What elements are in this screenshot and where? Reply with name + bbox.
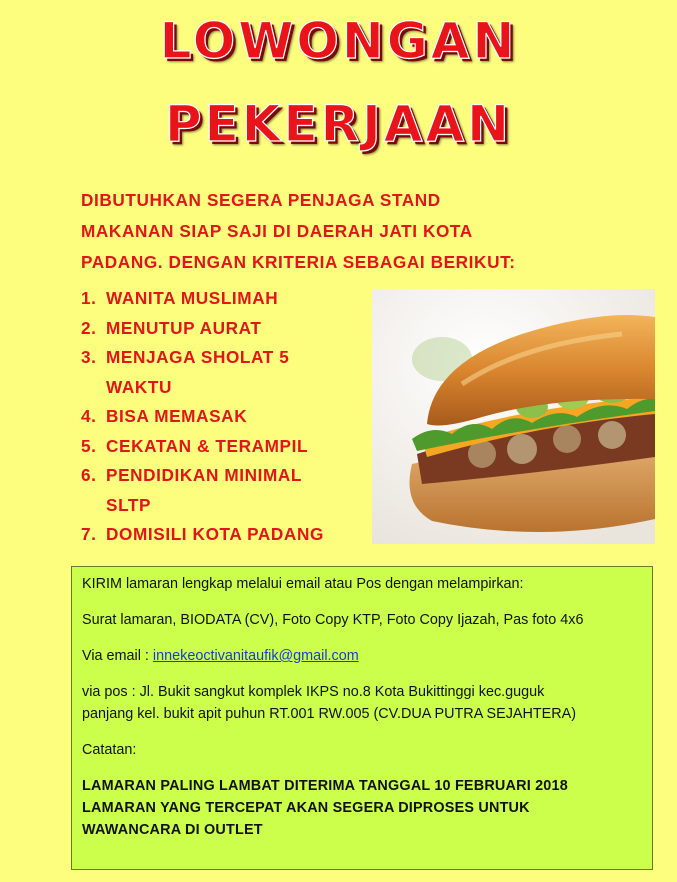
info-post-address: via pos : Jl. Bukit sangkut komplek IKPS no.8 Kota Bukittinggi kec.guguk [82,684,545,700]
criteria-item [81,314,381,344]
criteria-text: MENUTUP AURAT [106,317,262,338]
email-label: Via email : [82,648,153,664]
note-deadline: LAMARAN PALING LAMBAT DITERIMA TANGGAL 10 FEBRUARI 2018 [82,778,568,794]
intro-line: DIBUTUHKAN SEGERA PENJAGA STAND [81,190,441,210]
criteria-number: 1. [81,288,97,308]
criteria-item [81,432,381,462]
intro-line: PADANG. DENGAN KRITERIA SEBAGAI BERIKUT: [81,252,516,272]
criteria-text: DOMISILI KOTA PADANG [106,524,324,544]
criteria-number: 3. [81,347,97,367]
criteria-text: PENDIDIKAN MINIMAL SLTP [106,465,302,515]
criteria-item [81,284,381,314]
criteria-item [81,402,381,432]
sandwich-icon [372,289,655,544]
criteria-number: 6. [81,465,97,485]
info-instruction: KIRIM lamaran lengkap melalui email atau Pos dengan melampirkan: [82,576,524,592]
email-link[interactable]: innekeoctivanitaufik@gmail.com [152,648,359,664]
criteria-item [81,461,381,520]
criteria-number: 4. [81,406,97,426]
intro-line: MAKANAN SIAP SAJI DI DAERAH JATI KOTA [81,221,473,241]
criteria-number: 2. [81,317,97,338]
title-line-2: PEKERJAAN [164,95,513,153]
criteria-text: BISA MEMASAK [106,406,248,426]
title-line-1: LOWONGAN [159,12,518,70]
criteria-text: CEKATAN & TERAMPIL [106,435,309,456]
criteria-item [81,343,381,402]
sandwich-photo [372,289,655,544]
criteria-number: 5. [81,435,97,456]
criteria-text: MENJAGA SHOLAT 5 WAKTU [106,347,290,397]
application-info-box [71,566,653,870]
criteria-text: WANITA MUSLIMAH [106,288,279,308]
info-post-address: panjang kel. bukit apit puhun RT.001 RW.005 (CV.DUA PUTRA SEJAHTERA) [82,706,577,722]
info-documents: Surat lamaran, BIODATA (CV), Foto Copy KTP, Foto Copy Ijazah, Pas foto 4x6 [82,612,584,628]
note-interview: WAWANCARA DI OUTLET [82,822,263,838]
criteria-number: 7. [81,524,97,544]
criteria-item [81,520,381,550]
criteria-list [81,284,381,550]
intro-text [81,185,641,278]
info-email-line [82,645,652,667]
note-label: Catatan: [82,742,137,758]
note-process: LAMARAN YANG TERCEPAT AKAN SEGERA DIPROSES UNTUK [82,800,530,816]
